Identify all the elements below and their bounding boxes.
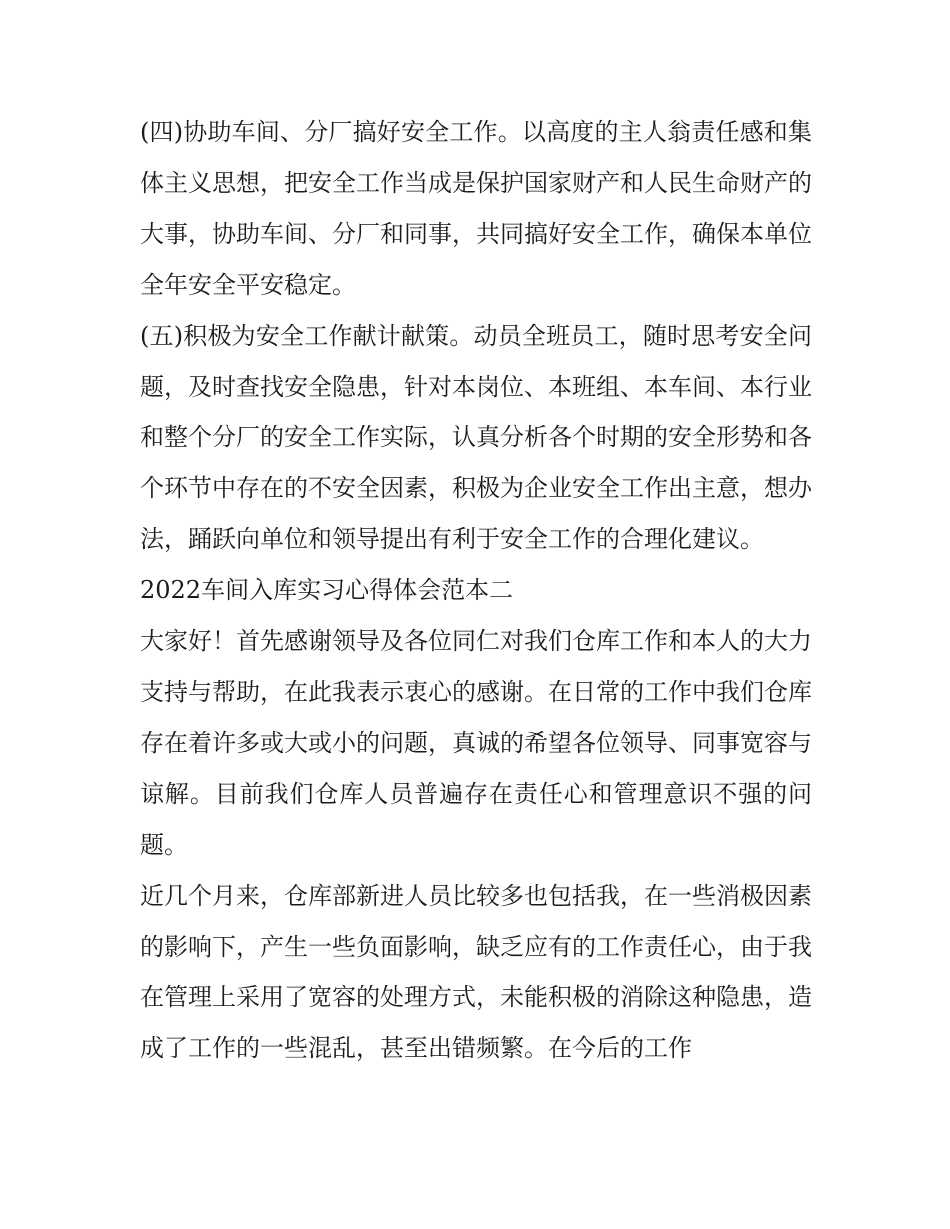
body-paragraph-recent-months: 近几个月来，仓库部新进人员比较多也包括我，在一些消极因素的影响下，产生一些负面影响，缺乏应有的工作责任心，由于我在管理上采用了宽容的处理方式，未能积极的消除这种隐患，造成了工作的一些混乱，甚至出错频繁。在今后的工作 — [140, 881, 812, 1063]
document-content — [140, 107, 812, 1074]
paragraph-section-four: (四)协助车间、分厂搞好安全工作。以高度的主人翁责任感和集体主义思想，把安全工作当成是保护国家财产和人民生命财产的大事，协助车间、分厂和同事，共同搞好安全工作，确保本单位全年安全平安稳定。 — [140, 118, 812, 299]
body-paragraph-greeting: 大家好！首先感谢领导及各位同仁对我们仓库工作和本人的大力支持与帮助，在此我表示衷心的感谢。在日常的工作中我们仓库存在着许多或大或小的问题，真诚的希望各位领导、同事宽容与谅解。目前我们仓库人员普遍存在责任心和管理意识不强的问题。 — [140, 627, 812, 859]
section-title: 2022车间入库实习心得体会范本二 — [140, 576, 514, 605]
paragraph-section-five: (五)积极为安全工作献计献策。动员全班员工，随时思考安全问题，及时查找安全隐患，针对本岗位、本班组、本车间、本行业和整个分厂的安全工作实际，认真分析各个时期的安全形势和各个环节中存在的不安全因素，积极为企业安全工作出主意，想办法，踊跃向单位和领导提出有利于安全工作的合理化建议。 — [140, 321, 812, 554]
